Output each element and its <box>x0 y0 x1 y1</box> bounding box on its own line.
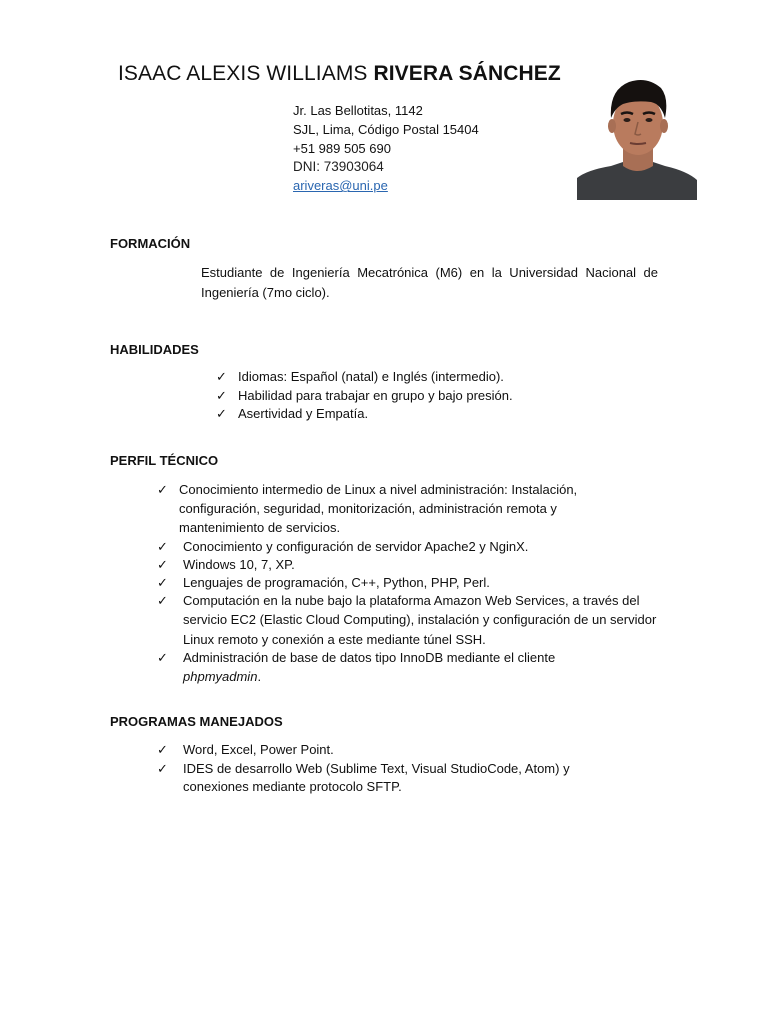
list-item: ✓ Conocimiento y configuración de servidor Apache2 y NginX. <box>179 537 659 556</box>
phone-number: +51 989 505 690 <box>293 140 391 156</box>
phpmyadmin-text: phpmyadmin <box>183 669 258 685</box>
list-item: ✓ Idiomas: Español (natal) e Inglés (intermedio). <box>238 368 678 387</box>
list-item: ✓ Conocimiento intermedio de Linux a nivel administración: Instalación, configuración, seguridad, monitorización, administración remota y mantenimiento de servicios. <box>157 482 578 536</box>
email-link[interactable]: ariveras@uni.pe <box>293 178 388 194</box>
list-item: ✓ Word, Excel, Power Point. <box>183 741 623 760</box>
list-item: ✓ Habilidad para trabajar en grupo y bajo presión. <box>238 387 678 406</box>
list-item: ✓ Computación en la nube bajo la plataforma Amazon Web Services, a través del servicio EC2 (Elastic Cloud Computing), instalación y configuración de un servidor Linux remoto y conexión a este mediante túnel SSH. <box>157 593 657 647</box>
check-icon: ✓ <box>157 556 168 572</box>
name-last: RIVERA SÁNCHEZ <box>373 62 561 85</box>
check-icon: ✓ <box>216 406 227 421</box>
list-item: ✓ Lenguajes de programación, C++, Python, PHP, Perl. <box>179 573 659 592</box>
list-item: ✓ IDES de desarrollo Web (Sublime Text, Visual StudioCode, Atom) y conexiones mediante protocolo SFTP. <box>157 760 570 794</box>
address-line: Jr. Las Bellotitas, 1142 <box>293 103 423 118</box>
section-title-habilidades: HABILIDADES <box>110 342 199 357</box>
check-icon: ✓ <box>157 575 168 591</box>
formacion-text: Estudiante de Ingeniería Mecatrónica (M6) en la Universidad Nacional de Ingeniería (7mo ciclo). <box>201 265 658 300</box>
section-title-programas: PROGRAMAS MANEJADOS <box>110 714 283 729</box>
city-line: SJL, Lima, Código Postal 15404 <box>293 121 479 137</box>
perfil-tecnico-list <box>157 480 659 686</box>
check-icon: ✓ <box>157 482 168 497</box>
profile-photo <box>577 74 697 200</box>
check-icon: ✓ <box>157 760 168 776</box>
list-item: ✓ Windows 10, 7, XP. <box>179 555 659 574</box>
dni-number: DNI: 73903064 <box>293 159 384 175</box>
check-icon: ✓ <box>216 369 227 384</box>
list-item: ✓ Asertividad y Empatía. <box>238 405 678 424</box>
check-icon: ✓ <box>157 593 168 609</box>
check-icon: ✓ <box>216 387 227 403</box>
section-title-formacion: FORMACIÓN <box>110 236 191 251</box>
check-icon: ✓ <box>157 742 168 757</box>
check-icon: ✓ <box>157 538 168 554</box>
name-first: ISAAC ALEXIS WILLIAMS <box>118 62 368 85</box>
portrait-image <box>577 74 697 200</box>
programas-list <box>157 741 623 797</box>
section-title-perfil-tecnico: PERFIL TÉCNICO <box>110 453 219 468</box>
habilidades-list <box>216 368 678 424</box>
list-item: ✓ Administración de base de datos tipo InnoDB mediante el cliente phpmyadmin. <box>157 649 556 685</box>
candidate-name <box>118 62 561 86</box>
check-icon: ✓ <box>157 649 168 665</box>
contact-block <box>293 102 479 196</box>
